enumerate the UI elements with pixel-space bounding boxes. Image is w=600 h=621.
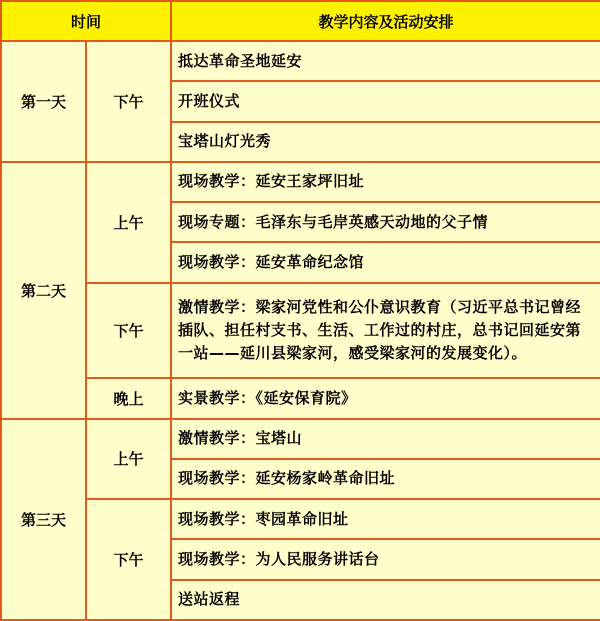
table-row (1, 162, 600, 202)
activity-item: 现场教学：延安王家坪旧址 (171, 162, 600, 202)
period-label: 下午 (86, 283, 171, 379)
activity-item: 送站返程 (171, 580, 600, 620)
day-label: 第三天 (1, 419, 86, 620)
activity-item: 开班仪式 (171, 81, 600, 121)
table-row (1, 41, 600, 81)
period-label: 下午 (86, 499, 171, 620)
period-label: 下午 (86, 41, 171, 162)
activity-item: 现场教学：枣园革命旧址 (171, 499, 600, 539)
activity-item: 现场专题：毛泽东与毛岸英感天动地的父子情 (171, 202, 600, 242)
activity-item: 实景教学：《延安保育院》 (171, 378, 600, 418)
activity-item: 现场教学：延安革命纪念馆 (171, 242, 600, 282)
header-content: 教学内容及活动安排 (171, 1, 600, 41)
activity-item: 抵达革命圣地延安 (171, 41, 600, 81)
table-row (1, 419, 600, 459)
activity-item: 激情教学：宝塔山 (171, 419, 600, 459)
header-row (1, 1, 600, 41)
activity-item: 激情教学：梁家河党性和公仆意识教育（习近平总书记曾经插队、担任村支书、生活、工作过的村庄，总书记回延安第一站——延川县梁家河，感受梁家河的发展变化）。 (171, 283, 600, 379)
activity-item: 现场教学：为人民服务讲话台 (171, 539, 600, 579)
period-label: 上午 (86, 162, 171, 283)
table-row (1, 378, 600, 418)
activity-item: 现场教学：延安杨家岭革命旧址 (171, 459, 600, 499)
day-label: 第一天 (1, 41, 86, 162)
period-label: 上午 (86, 419, 171, 500)
header-time: 时间 (1, 1, 171, 41)
day-label: 第二天 (1, 162, 86, 419)
table-row (1, 283, 600, 379)
period-label: 晚上 (86, 378, 171, 418)
activity-item: 宝塔山灯光秀 (171, 122, 600, 162)
table-row (1, 499, 600, 539)
